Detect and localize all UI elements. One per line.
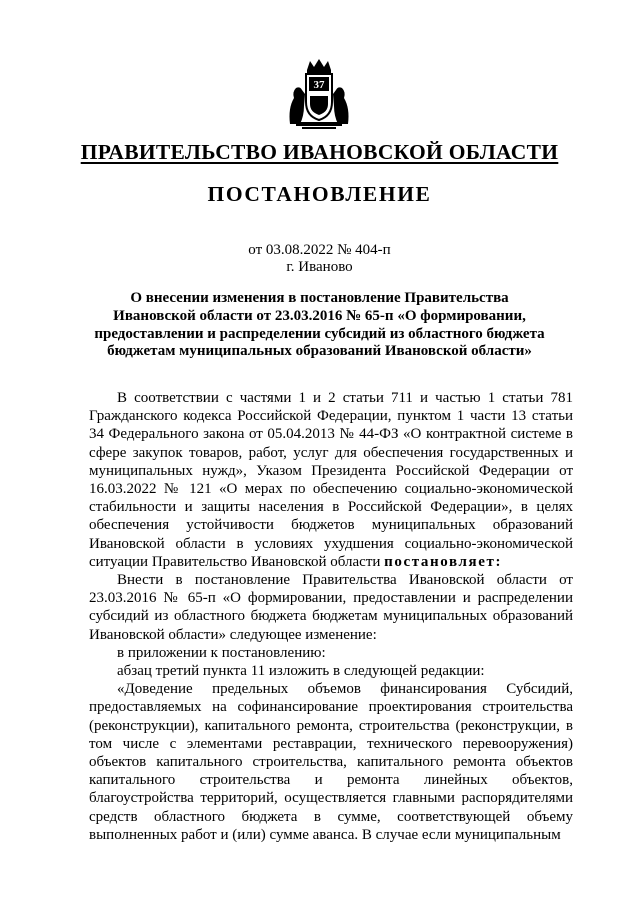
heading-line: предоставлении и распределении субсидий из областного бюджета xyxy=(94,325,545,342)
document-type: ПОСТАНОВЛЕНИЕ xyxy=(207,182,432,206)
document-body xyxy=(89,389,573,844)
document-date-number: от 03.08.2022 № 404-п xyxy=(248,242,391,258)
emblem-number: 37 xyxy=(313,79,325,91)
preamble-text: В соответствии с частями 1 и 2 статьи 711 и частью 1 статьи 781 Гражданского кодекса Российской Федерации, пунктом 1 части 13 статьи 34 Федерального закона от 05.04.2013 № 44-ФЗ «О контрактной системе в сфере закупок товаров, работ, услуг для обеспечения государственных и муниципальных нужд», Указом Президента Российской Федерации от 16.03.2022 № 121 «О мерах по обеспечению социально-экономической стабильности и защиты населения в Российской Федерации», в целях обеспечения устойчивости бюджетов муниципальных образований Ивановской области в условиях ухудшения социально-экономической ситуации Правительство Ивановской области xyxy=(89,390,573,570)
coat-of-arms-icon xyxy=(286,58,352,130)
organization-title: ПРАВИТЕЛЬСТВО ИВАНОВСКОЙ ОБЛАСТИ xyxy=(80,140,559,164)
decree-word: постановляет: xyxy=(384,553,503,570)
heading-line: О внесении изменения в постановление Правительства xyxy=(130,290,509,306)
document-heading xyxy=(80,290,559,361)
body-paragraph: абзац третий пункта 11 изложить в следующей редакции: xyxy=(117,663,485,680)
heading-line: Ивановской области от 23.03.2016 № 65-п «О формировании, xyxy=(113,307,526,324)
heading-line: бюджетам муниципальных образований Ивановской области» xyxy=(107,343,532,360)
body-paragraph: Внести в постановление Правительства Ивановской области от 23.03.2016 № 65-п «О формировании, предоставлении и распределении субсидий из областного бюджета бюджетам муниципальных образований Ивановской области» следующее изменение: xyxy=(89,572,573,643)
document-city: г. Иваново xyxy=(286,259,353,275)
body-paragraph: «Доведение предельных объемов финансирования Субсидий, предоставляемых на софинансирование проектирования строительства (реконструкции), капитального ремонта, строительства (реконструкции, в том числе с элементами реставрации, технического перевооружения) объектов капитального строительства, капитального ремонта объектов капитального строительства и ремонта линейных объектов, благоустройства территорий, осуществляется главными распорядителями средств областного бюджета в сумме, соответствующей объему выполненных работ и (или) сумме аванса. В случае если муниципальным xyxy=(89,681,573,843)
body-paragraph xyxy=(89,389,573,571)
body-paragraph: в приложении к постановлению: xyxy=(117,644,326,661)
